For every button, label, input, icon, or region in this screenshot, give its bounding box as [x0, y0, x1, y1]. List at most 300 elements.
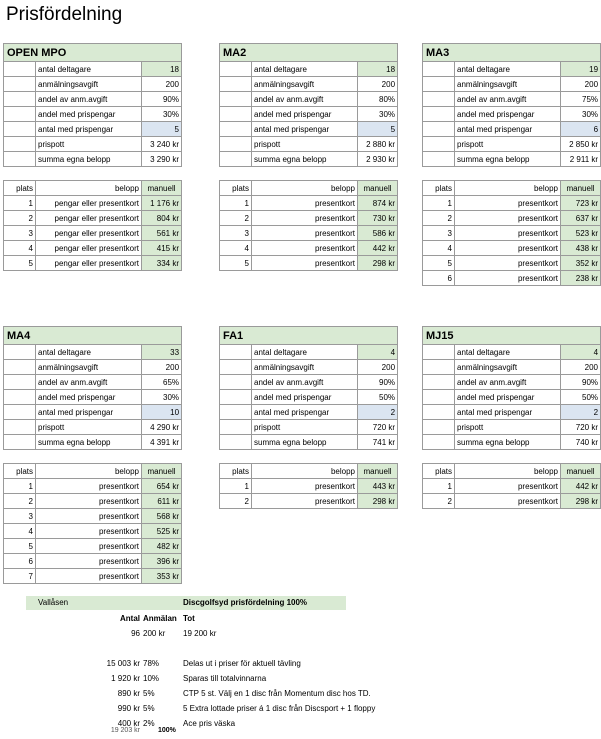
info-label[interactable]: antal med prispengar: [252, 405, 358, 420]
prize-table-ma3: [422, 180, 601, 286]
prize-type-cell[interactable]: presentkort: [36, 479, 142, 494]
place-cell[interactable]: 2: [423, 494, 455, 509]
place-cell[interactable]: 6: [4, 554, 36, 569]
info-row: [423, 375, 601, 390]
place-cell[interactable]: 1: [4, 196, 36, 211]
info-label[interactable]: andel av anm.avgift: [36, 92, 142, 107]
info-value[interactable]: 30%: [358, 107, 398, 122]
info-value[interactable]: 90%: [358, 375, 398, 390]
manual-amount-cell[interactable]: 482 kr: [142, 539, 182, 554]
info-label[interactable]: andel av anm.avgift: [252, 92, 358, 107]
manual-amount-cell[interactable]: 443 kr: [358, 479, 398, 494]
info-label[interactable]: prispott: [36, 137, 142, 152]
info-value[interactable]: 200: [358, 360, 398, 375]
manual-amount-cell[interactable]: 723 kr: [561, 196, 601, 211]
division-title[interactable]: MJ15: [423, 327, 601, 345]
info-cell-blank[interactable]: [4, 435, 36, 450]
prize-table-fa1: [219, 463, 398, 509]
info-value[interactable]: 90%: [142, 92, 182, 107]
place-cell[interactable]: 4: [423, 241, 455, 256]
info-value[interactable]: 18: [142, 62, 182, 77]
manual-amount-cell[interactable]: 874 kr: [358, 196, 398, 211]
info-value[interactable]: 720 kr: [561, 420, 601, 435]
info-row: [423, 345, 601, 360]
info-table-ma3: [422, 43, 601, 167]
info-label[interactable]: andel av anm.avgift: [36, 375, 142, 390]
info-value[interactable]: 18: [358, 62, 398, 77]
prize-type-cell[interactable]: presentkort: [455, 196, 561, 211]
info-row: [4, 62, 182, 77]
summary-col-tot: Tot: [183, 614, 195, 623]
info-label[interactable]: andel av anm.avgift: [455, 375, 561, 390]
info-cell-blank[interactable]: [220, 360, 252, 375]
info-label[interactable]: prispott: [455, 420, 561, 435]
manual-amount-cell[interactable]: 523 kr: [561, 226, 601, 241]
info-table-mj15: [422, 326, 601, 450]
prize-type-cell[interactable]: presentkort: [455, 241, 561, 256]
prize-type-cell[interactable]: presentkort: [36, 524, 142, 539]
summary-line-amount: 400 kr: [117, 719, 140, 728]
info-value[interactable]: 200: [358, 77, 398, 92]
page-title: Prisfördelning: [6, 4, 123, 25]
place-cell[interactable]: 3: [4, 509, 36, 524]
info-cell-blank[interactable]: [423, 360, 455, 375]
table-row: [4, 211, 182, 226]
summary-line-amount: 990 kr: [117, 704, 140, 713]
info-value[interactable]: 30%: [142, 390, 182, 405]
prize-type-cell[interactable]: presentkort: [252, 211, 358, 226]
info-row: [423, 122, 601, 137]
info-value[interactable]: 200: [142, 360, 182, 375]
place-cell[interactable]: 3: [4, 226, 36, 241]
division-title[interactable]: MA4: [4, 327, 182, 345]
info-label[interactable]: andel av anm.avgift: [455, 92, 561, 107]
prize-table-open-mpo: [3, 180, 182, 271]
info-value[interactable]: 30%: [561, 107, 601, 122]
info-row: [4, 405, 182, 420]
info-value[interactable]: 5: [142, 122, 182, 137]
info-label[interactable]: antal med prispengar: [36, 122, 142, 137]
manual-amount-cell[interactable]: 568 kr: [142, 509, 182, 524]
info-table-open-mpo: [3, 43, 182, 167]
info-value[interactable]: 80%: [358, 92, 398, 107]
info-label[interactable]: anmälningsavgift: [455, 77, 561, 92]
info-cell-blank[interactable]: [220, 405, 252, 420]
info-label[interactable]: andel med prispengar: [252, 107, 358, 122]
info-cell-blank[interactable]: [220, 152, 252, 167]
info-label[interactable]: anmälningsavgift: [36, 360, 142, 375]
table-row: [4, 509, 182, 524]
manual-amount-cell[interactable]: 525 kr: [142, 524, 182, 539]
place-cell[interactable]: 4: [220, 241, 252, 256]
info-cell-blank[interactable]: [220, 137, 252, 152]
info-value[interactable]: 720 kr: [358, 420, 398, 435]
info-cell-blank[interactable]: [220, 77, 252, 92]
division-title[interactable]: MA3: [423, 44, 601, 62]
info-value[interactable]: 2 930 kr: [358, 152, 398, 167]
info-label[interactable]: antal deltagare: [252, 62, 358, 77]
prize-type-cell[interactable]: presentkort: [36, 509, 142, 524]
info-row: [220, 92, 398, 107]
info-cell-blank[interactable]: [423, 152, 455, 167]
manuell-header[interactable]: manuell: [561, 464, 601, 479]
prize-type-cell[interactable]: presentkort: [252, 226, 358, 241]
info-row: [423, 137, 601, 152]
info-label[interactable]: andel av anm.avgift: [252, 375, 358, 390]
info-label[interactable]: antal deltagare: [36, 62, 142, 77]
info-cell-blank[interactable]: [220, 92, 252, 107]
info-value[interactable]: 90%: [561, 375, 601, 390]
info-label[interactable]: antal med prispengar: [252, 122, 358, 137]
info-label[interactable]: anmälningsavgift: [455, 360, 561, 375]
info-label[interactable]: antal deltagare: [455, 345, 561, 360]
info-row: [423, 92, 601, 107]
info-row: [4, 107, 182, 122]
info-label[interactable]: anmälningsavgift: [252, 360, 358, 375]
prize-type-cell[interactable]: presentkort: [36, 569, 142, 584]
info-value[interactable]: 2 880 kr: [358, 137, 398, 152]
info-label[interactable]: prispott: [252, 420, 358, 435]
manuell-header[interactable]: manuell: [142, 464, 182, 479]
info-label[interactable]: summa egna belopp: [252, 435, 358, 450]
manual-amount-cell[interactable]: 561 kr: [142, 226, 182, 241]
info-row: [220, 122, 398, 137]
place-cell[interactable]: 5: [4, 256, 36, 271]
info-table-ma4: [3, 326, 182, 450]
summary-anmalan: 200 kr: [143, 629, 166, 638]
info-row: [4, 390, 182, 405]
info-label[interactable]: summa egna belopp: [455, 152, 561, 167]
summary-label-title: Discgolfsyd prisfördelning 100%: [183, 598, 308, 607]
table-row: [4, 524, 182, 539]
manual-amount-cell[interactable]: 353 kr: [142, 569, 182, 584]
info-label[interactable]: summa egna belopp: [455, 435, 561, 450]
place-cell[interactable]: 2: [220, 494, 252, 509]
table-row: [4, 241, 182, 256]
prize-type-cell[interactable]: presentkort: [455, 494, 561, 509]
info-label[interactable]: antal deltagare: [455, 62, 561, 77]
info-row: [4, 152, 182, 167]
belopp-header[interactable]: belopp: [455, 464, 561, 479]
summary-line-pct: 5%: [143, 704, 155, 713]
info-row: [423, 390, 601, 405]
prize-type-cell[interactable]: presentkort: [455, 271, 561, 286]
info-cell-blank[interactable]: [220, 435, 252, 450]
place-cell[interactable]: 2: [220, 211, 252, 226]
info-label[interactable]: summa egna belopp: [252, 152, 358, 167]
info-cell-blank[interactable]: [4, 375, 36, 390]
info-label[interactable]: andel med prispengar: [252, 390, 358, 405]
manual-amount-cell[interactable]: 1 176 kr: [142, 196, 182, 211]
manuell-header[interactable]: manuell: [358, 464, 398, 479]
manual-amount-cell[interactable]: 637 kr: [561, 211, 601, 226]
info-cell-blank[interactable]: [423, 345, 455, 360]
plats-header[interactable]: plats: [220, 464, 252, 479]
info-value[interactable]: 50%: [358, 390, 398, 405]
info-row: [423, 405, 601, 420]
info-cell-blank[interactable]: [220, 122, 252, 137]
prize-type-cell[interactable]: pengar eller presentkort: [36, 256, 142, 271]
manual-amount-cell[interactable]: 298 kr: [358, 494, 398, 509]
info-value[interactable]: 30%: [142, 107, 182, 122]
manuell-header[interactable]: manuell: [358, 181, 398, 196]
summary-total-pct: 100%: [158, 727, 176, 734]
prize-type-cell[interactable]: presentkort: [455, 226, 561, 241]
prize-type-cell[interactable]: pengar eller presentkort: [36, 241, 142, 256]
info-value[interactable]: 3 240 kr: [142, 137, 182, 152]
plats-header[interactable]: plats: [220, 181, 252, 196]
info-row: [220, 390, 398, 405]
prize-table-ma2: [219, 180, 398, 271]
info-cell-blank[interactable]: [220, 62, 252, 77]
info-label[interactable]: prispott: [36, 420, 142, 435]
prize-type-cell[interactable]: presentkort: [455, 211, 561, 226]
info-cell-blank[interactable]: [4, 345, 36, 360]
manual-amount-cell[interactable]: 415 kr: [142, 241, 182, 256]
place-cell[interactable]: 7: [4, 569, 36, 584]
manual-amount-cell[interactable]: 804 kr: [142, 211, 182, 226]
info-value[interactable]: 65%: [142, 375, 182, 390]
info-row: [423, 152, 601, 167]
info-row: [220, 435, 398, 450]
belopp-header[interactable]: belopp: [36, 464, 142, 479]
summary-line-text: CTP 5 st. Välj en 1 disc från Momentum disc hos TD.: [183, 689, 371, 698]
info-cell-blank[interactable]: [4, 92, 36, 107]
place-cell[interactable]: 1: [220, 479, 252, 494]
info-label[interactable]: anmälningsavgift: [36, 77, 142, 92]
plats-header[interactable]: plats: [423, 181, 455, 196]
place-cell[interactable]: 1: [220, 196, 252, 211]
info-cell-blank[interactable]: [423, 435, 455, 450]
table-row: [4, 554, 182, 569]
place-cell[interactable]: 4: [4, 524, 36, 539]
manual-amount-cell[interactable]: 442 kr: [561, 479, 601, 494]
place-cell[interactable]: 4: [4, 241, 36, 256]
info-cell-blank[interactable]: [4, 77, 36, 92]
info-label[interactable]: antal deltagare: [252, 345, 358, 360]
prize-type-cell[interactable]: presentkort: [36, 494, 142, 509]
table-row: [423, 271, 601, 286]
place-cell[interactable]: 2: [4, 494, 36, 509]
info-cell-blank[interactable]: [220, 375, 252, 390]
info-value[interactable]: 4: [561, 345, 601, 360]
info-cell-blank[interactable]: [4, 152, 36, 167]
summary-line-text: Delas ut i priser för aktuell tävling: [183, 659, 301, 668]
info-value[interactable]: 50%: [561, 390, 601, 405]
info-label[interactable]: antal med prispengar: [455, 122, 561, 137]
info-cell-blank[interactable]: [423, 122, 455, 137]
table-row: [423, 211, 601, 226]
info-label[interactable]: summa egna belopp: [36, 152, 142, 167]
division-title[interactable]: MA2: [220, 44, 398, 62]
info-value[interactable]: 3 290 kr: [142, 152, 182, 167]
info-row: [220, 137, 398, 152]
info-value[interactable]: 2 911 kr: [561, 152, 601, 167]
info-label[interactable]: anmälningsavgift: [252, 77, 358, 92]
info-value[interactable]: 200: [142, 77, 182, 92]
info-cell-blank[interactable]: [423, 390, 455, 405]
manual-amount-cell[interactable]: 238 kr: [561, 271, 601, 286]
info-value[interactable]: 740 kr: [561, 435, 601, 450]
info-value[interactable]: 10: [142, 405, 182, 420]
info-row: [220, 345, 398, 360]
prize-type-cell[interactable]: presentkort: [455, 479, 561, 494]
info-value[interactable]: 200: [561, 77, 601, 92]
info-label[interactable]: andel med prispengar: [36, 390, 142, 405]
place-cell[interactable]: 5: [423, 256, 455, 271]
info-label[interactable]: summa egna belopp: [36, 435, 142, 450]
manuell-header[interactable]: manuell: [561, 181, 601, 196]
info-cell-blank[interactable]: [423, 77, 455, 92]
info-cell-blank[interactable]: [423, 375, 455, 390]
info-value[interactable]: 6: [561, 122, 601, 137]
belopp-header[interactable]: belopp: [252, 181, 358, 196]
info-row: [220, 360, 398, 375]
info-cell-blank[interactable]: [220, 420, 252, 435]
table-row: [220, 479, 398, 494]
info-label[interactable]: prispott: [252, 137, 358, 152]
manual-amount-cell[interactable]: 654 kr: [142, 479, 182, 494]
info-value[interactable]: 75%: [561, 92, 601, 107]
info-cell-blank[interactable]: [4, 137, 36, 152]
place-cell[interactable]: 2: [423, 211, 455, 226]
plats-header[interactable]: plats: [423, 464, 455, 479]
division-title[interactable]: FA1: [220, 327, 398, 345]
summary-line-amount: 890 kr: [117, 689, 140, 698]
info-cell-blank[interactable]: [423, 107, 455, 122]
belopp-header[interactable]: belopp: [455, 181, 561, 196]
info-row: [423, 360, 601, 375]
info-cell-blank[interactable]: [220, 107, 252, 122]
info-value[interactable]: 741 kr: [358, 435, 398, 450]
info-label[interactable]: andel med prispengar: [36, 107, 142, 122]
info-row: [423, 435, 601, 450]
prize-type-cell[interactable]: pengar eller presentkort: [36, 226, 142, 241]
info-value[interactable]: 5: [358, 122, 398, 137]
manuell-header[interactable]: manuell: [142, 181, 182, 196]
prize-type-cell[interactable]: presentkort: [252, 494, 358, 509]
info-cell-blank[interactable]: [4, 107, 36, 122]
info-cell-blank[interactable]: [423, 405, 455, 420]
info-row: [423, 62, 601, 77]
info-value[interactable]: 4 290 kr: [142, 420, 182, 435]
info-cell-blank[interactable]: [423, 62, 455, 77]
summary-line-text: Ace pris väska: [183, 719, 236, 728]
info-cell-blank[interactable]: [220, 345, 252, 360]
summary-col-anmalan: Anmälan: [143, 614, 177, 623]
info-cell-blank[interactable]: [4, 360, 36, 375]
prize-type-cell[interactable]: pengar eller presentkort: [36, 211, 142, 226]
info-row: [220, 405, 398, 420]
table-row: [4, 569, 182, 584]
info-cell-blank[interactable]: [220, 390, 252, 405]
manual-amount-cell[interactable]: 298 kr: [358, 256, 398, 271]
prize-type-cell[interactable]: presentkort: [455, 256, 561, 271]
manual-amount-cell[interactable]: 334 kr: [142, 256, 182, 271]
info-row: [220, 77, 398, 92]
info-cell-blank[interactable]: [4, 62, 36, 77]
prize-type-cell[interactable]: presentkort: [252, 241, 358, 256]
prize-type-cell[interactable]: presentkort: [252, 196, 358, 211]
info-value[interactable]: 2 850 kr: [561, 137, 601, 152]
table-row: [4, 539, 182, 554]
plats-header[interactable]: plats: [4, 181, 36, 196]
table-row: [4, 479, 182, 494]
info-value[interactable]: 4: [358, 345, 398, 360]
info-row: [4, 122, 182, 137]
place-cell[interactable]: 1: [423, 479, 455, 494]
table-row: [4, 196, 182, 211]
prize-type-cell[interactable]: presentkort: [252, 256, 358, 271]
info-cell-blank[interactable]: [4, 390, 36, 405]
manual-amount-cell[interactable]: 586 kr: [358, 226, 398, 241]
belopp-header[interactable]: belopp: [252, 464, 358, 479]
info-cell-blank[interactable]: [4, 405, 36, 420]
manual-amount-cell[interactable]: 730 kr: [358, 211, 398, 226]
info-cell-blank[interactable]: [4, 122, 36, 137]
info-cell-blank[interactable]: [4, 420, 36, 435]
belopp-header[interactable]: belopp: [36, 181, 142, 196]
info-cell-blank[interactable]: [423, 92, 455, 107]
place-cell[interactable]: 1: [4, 479, 36, 494]
manual-amount-cell[interactable]: 442 kr: [358, 241, 398, 256]
info-value[interactable]: 4 391 kr: [142, 435, 182, 450]
place-cell[interactable]: 3: [220, 226, 252, 241]
info-value[interactable]: 19: [561, 62, 601, 77]
place-cell[interactable]: 6: [423, 271, 455, 286]
place-cell[interactable]: 3: [423, 226, 455, 241]
prize-type-cell[interactable]: pengar eller presentkort: [36, 196, 142, 211]
manual-amount-cell[interactable]: 611 kr: [142, 494, 182, 509]
info-row: [4, 420, 182, 435]
info-value[interactable]: 33: [142, 345, 182, 360]
manual-amount-cell[interactable]: 438 kr: [561, 241, 601, 256]
place-cell[interactable]: 1: [423, 196, 455, 211]
info-cell-blank[interactable]: [423, 137, 455, 152]
info-label[interactable]: antal med prispengar: [36, 405, 142, 420]
prize-type-cell[interactable]: presentkort: [36, 539, 142, 554]
place-cell[interactable]: 5: [220, 256, 252, 271]
manual-amount-cell[interactable]: 352 kr: [561, 256, 601, 271]
table-row: [220, 494, 398, 509]
info-label[interactable]: antal deltagare: [36, 345, 142, 360]
manual-amount-cell[interactable]: 298 kr: [561, 494, 601, 509]
info-label[interactable]: prispott: [455, 137, 561, 152]
info-row: [4, 375, 182, 390]
info-row: [220, 107, 398, 122]
info-row: [423, 107, 601, 122]
place-cell[interactable]: 5: [4, 539, 36, 554]
plats-header[interactable]: plats: [4, 464, 36, 479]
place-cell[interactable]: 2: [4, 211, 36, 226]
info-row: [220, 420, 398, 435]
summary-total-amount: 19 203 kr: [110, 727, 140, 734]
info-label[interactable]: antal med prispengar: [455, 405, 561, 420]
info-value[interactable]: 2: [358, 405, 398, 420]
manual-amount-cell[interactable]: 396 kr: [142, 554, 182, 569]
info-value[interactable]: 2: [561, 405, 601, 420]
prize-type-cell[interactable]: presentkort: [36, 554, 142, 569]
division-title[interactable]: OPEN MPO: [4, 44, 182, 62]
info-cell-blank[interactable]: [423, 420, 455, 435]
prize-type-cell[interactable]: presentkort: [252, 479, 358, 494]
info-table-fa1: [219, 326, 398, 450]
table-row: [423, 256, 601, 271]
info-label[interactable]: andel med prispengar: [455, 390, 561, 405]
info-label[interactable]: andel med prispengar: [455, 107, 561, 122]
info-row: [423, 77, 601, 92]
info-value[interactable]: 200: [561, 360, 601, 375]
